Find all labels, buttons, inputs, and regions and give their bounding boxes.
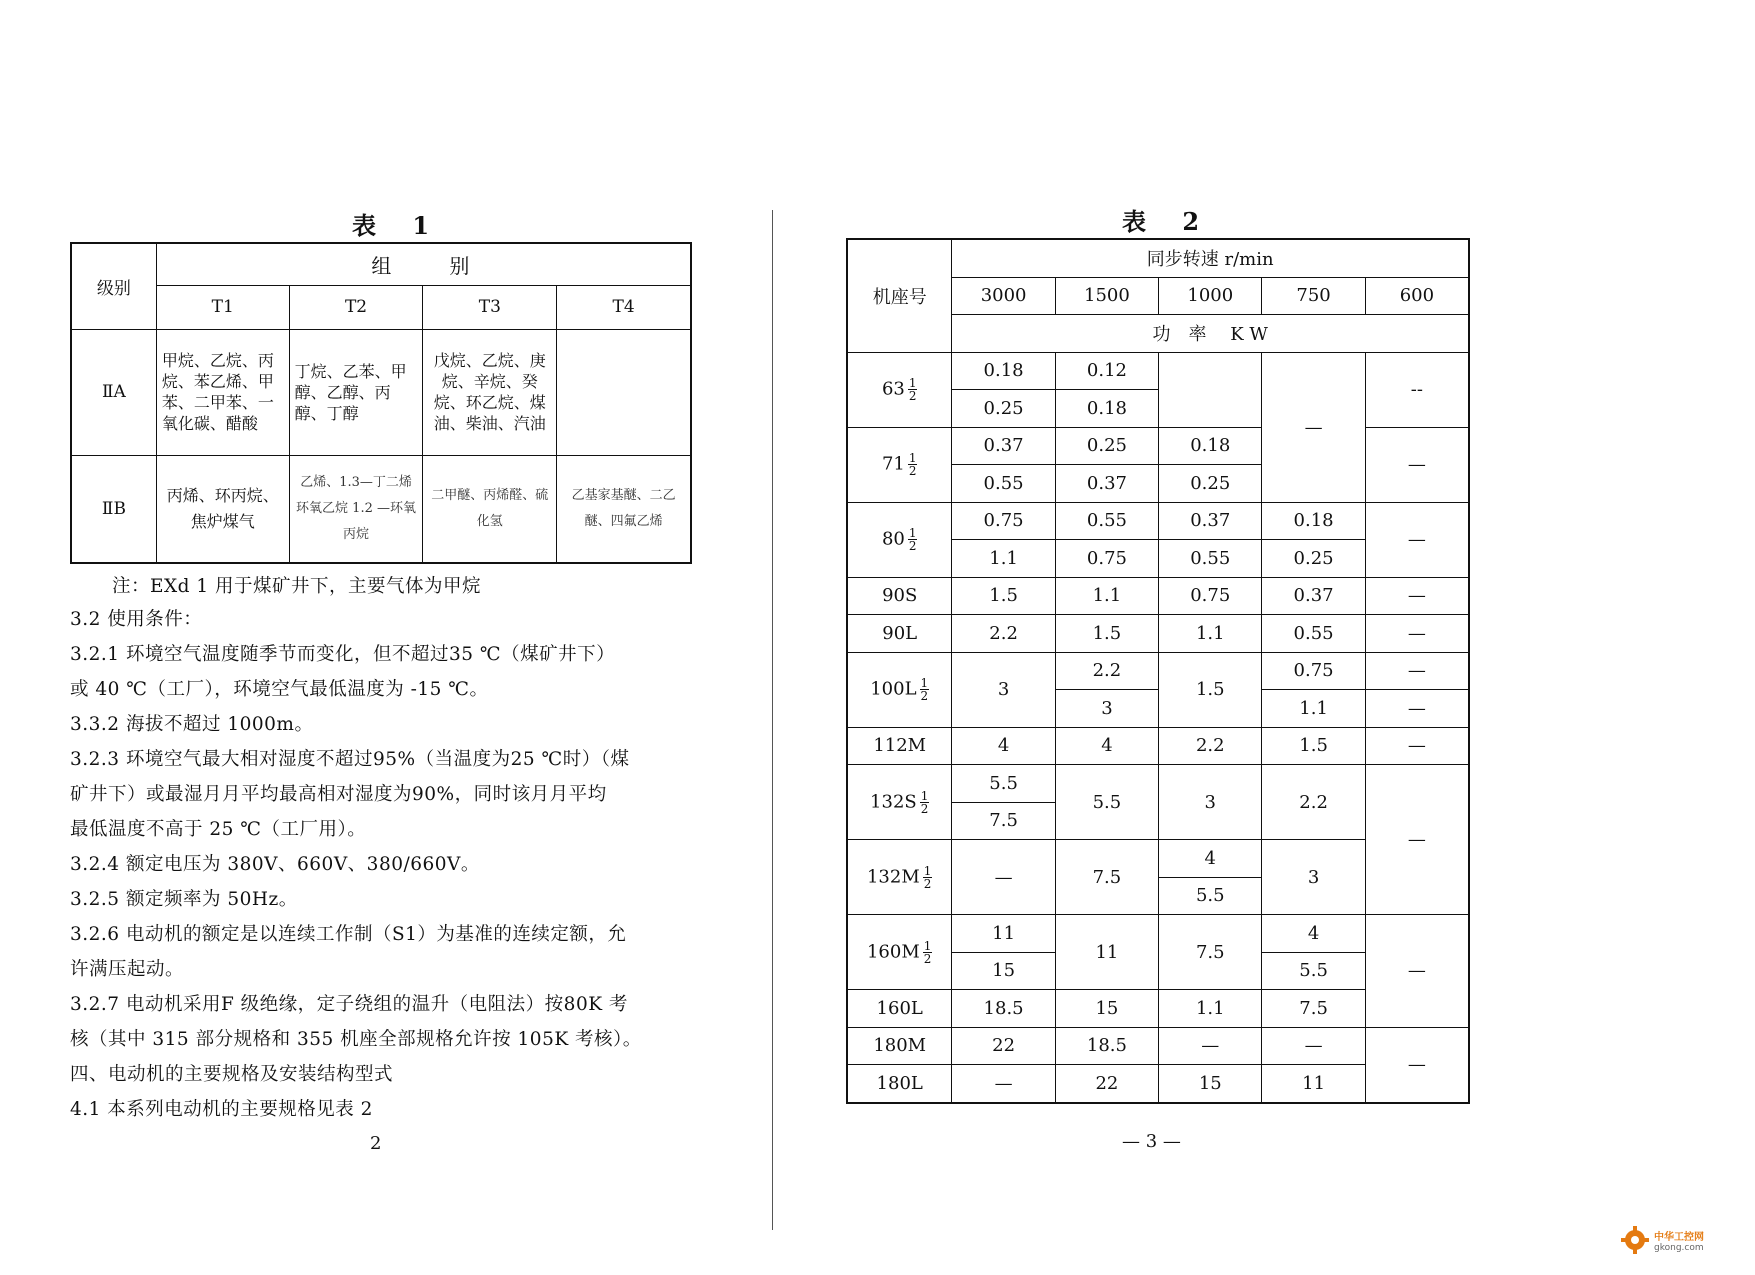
text-line: 3.2 使用条件：	[70, 609, 203, 630]
t2-cell: --	[1365, 352, 1469, 427]
t2-frame-cell: 90S	[847, 577, 952, 615]
t2-cell: —	[952, 840, 1055, 915]
t1-col-t3: T3	[423, 285, 557, 329]
left-page-number: 2	[370, 1133, 382, 1154]
t2-cell: 3	[952, 652, 1055, 727]
fraction-denominator: 2	[923, 951, 932, 966]
t2-cell: 0.18	[1055, 390, 1158, 428]
t2-cell: 2.2	[1159, 727, 1262, 765]
text-line: 许满压起动。	[70, 959, 185, 980]
t2-cell: 5.5	[1159, 877, 1262, 915]
t2-cell: 4	[952, 727, 1055, 765]
t1-col-t1: T1	[156, 285, 289, 329]
t2-cell: 0.18	[1159, 427, 1262, 465]
text-line: 3.2.7 电动机采用F 级绝缘，定子绕组的温升（电阻法）按80K 考	[70, 994, 628, 1015]
t2-cell: —	[1365, 1027, 1469, 1103]
t1-cell	[557, 329, 691, 455]
t2-speed: 3000	[952, 277, 1055, 315]
table2	[846, 238, 1470, 1104]
text-line: 核（其中 315 部分规格和 355 机座全部规格允许按 105K 考核）。	[70, 1029, 642, 1050]
t2-cell: 0.55	[1159, 540, 1262, 578]
fraction	[920, 790, 930, 815]
t2-cell: 0.55	[1262, 615, 1365, 653]
t2-cell: 0.25	[1262, 540, 1365, 578]
t2-cell: —	[952, 1065, 1055, 1103]
t2-frame-cell: 160L	[847, 990, 952, 1028]
t2-cell: 7.5	[1055, 840, 1158, 915]
t2-cell: 22	[952, 1027, 1055, 1065]
t2-cell: 4	[1262, 915, 1365, 953]
page-divider	[772, 210, 773, 1230]
fraction-denominator: 2	[920, 801, 929, 816]
t2-frame-cell	[847, 915, 952, 990]
t2-frame-cell: 112M	[847, 727, 952, 765]
t2-cell: 11	[1262, 1065, 1365, 1103]
t1-row-level: ⅡB	[71, 455, 156, 563]
table1-title: 表 1	[352, 211, 444, 240]
fraction	[923, 865, 933, 890]
t1-cell: 乙基家基醚、二乙醚、四氟乙烯	[557, 455, 691, 563]
t2-cell: 22	[1055, 1065, 1158, 1103]
note-line: 注：EXd 1 用于煤矿井下，主要气体为甲烷	[112, 576, 482, 597]
t2-cell: 18.5	[1055, 1027, 1158, 1065]
t2-cell: 0.37	[1262, 577, 1365, 615]
text-line: 矿井下）或最湿月月平均最高相对湿度为90%，同时该月月平均	[70, 784, 607, 805]
t2-speed: 1000	[1159, 277, 1262, 315]
t2-cell: 0.18	[1262, 502, 1365, 540]
frame-label: 63	[881, 378, 905, 400]
t2-cell: —	[1365, 765, 1469, 915]
t2-cell: —	[1365, 427, 1469, 502]
t1-cell: 戊烷、乙烷、庚烷、辛烷、癸烷、环乙烷、煤油、柴油、汽油	[423, 329, 557, 455]
text-line: 3.2.1 环境空气温度随季节而变化，但不超过35 ℃（煤矿井下）	[70, 644, 616, 665]
text-line: 3.3.2 海拔不超过 1000m。	[70, 714, 314, 735]
t2-cell: 1.1	[1262, 690, 1365, 728]
t1-cell: 二甲醚、丙烯醛、硫化氢	[423, 455, 557, 563]
t2-frame-cell: 180M	[847, 1027, 952, 1065]
t2-cell: 7.5	[952, 802, 1055, 840]
t2-cell: 0.55	[952, 465, 1055, 503]
t2-cell: 18.5	[952, 990, 1055, 1028]
t2-frame-cell	[847, 352, 952, 427]
logo-cn: 中华工控网	[1654, 1231, 1704, 1243]
frame-label: 132S	[870, 791, 917, 812]
t2-cell: 0.75	[1159, 577, 1262, 615]
t2-cell: 7.5	[1262, 990, 1365, 1028]
frame-label: 80	[881, 528, 905, 550]
t2-cell: —	[1365, 727, 1469, 765]
t2-cell: 0.18	[952, 352, 1055, 390]
t2-cell: 11	[952, 915, 1055, 953]
t2-cell: 0.55	[1055, 502, 1158, 540]
t2-cell: 0.37	[1159, 502, 1262, 540]
t2-cell: —	[1365, 915, 1469, 1028]
fraction-numerator: 1	[908, 526, 917, 540]
t2-cell: 11	[1055, 915, 1158, 990]
t2-cell: 0.25	[1159, 465, 1262, 503]
t2-cell: 1.1	[1159, 990, 1262, 1028]
t2-cell: 15	[1055, 990, 1158, 1028]
table2-title: 表 2	[1122, 207, 1214, 236]
t2-cell: 15	[952, 952, 1055, 990]
section-heading: 四、电动机的主要规格及安装结构型式	[70, 1064, 394, 1085]
t1-col-t2: T2	[289, 285, 423, 329]
t2-frame-cell	[847, 502, 952, 577]
t2-frame-cell	[847, 427, 952, 502]
t1-cell: 丙烯、环丙烷、焦炉煤气	[156, 455, 289, 563]
right-page-number: — 3 —	[1122, 1131, 1181, 1152]
t2-cell: —	[1262, 352, 1365, 502]
t2-cell: 4	[1055, 727, 1158, 765]
t2-cell: 1.1	[1159, 615, 1262, 653]
t2-frame-cell: 90L	[847, 615, 952, 653]
t1-row-level: ⅡA	[71, 329, 156, 455]
site-logo	[1620, 1225, 1704, 1255]
frame-label: 160M	[866, 941, 920, 962]
t2-cell: 5.5	[1055, 765, 1158, 840]
t2-cell: 5.5	[952, 765, 1055, 803]
t1-header-level: 级别	[71, 243, 156, 329]
t2-frame-cell	[847, 840, 952, 915]
text-line: 3.2.4 额定电压为 380V、660V、380/660V。	[70, 854, 480, 875]
fraction-numerator: 1	[923, 863, 932, 878]
logo-en: gkong.com	[1654, 1242, 1704, 1253]
t2-speed: 750	[1262, 277, 1365, 315]
t2-header-frame: 机座号	[847, 239, 952, 352]
t2-cell: 1.5	[952, 577, 1055, 615]
frame-label: 132M	[866, 866, 920, 887]
t2-cell: 1.1	[1055, 577, 1158, 615]
fraction-numerator: 1	[908, 451, 917, 465]
gear-icon	[1620, 1225, 1650, 1255]
t2-cell: 2.2	[952, 615, 1055, 653]
t2-cell: 7.5	[1159, 915, 1262, 990]
t2-cell: 0.75	[1262, 652, 1365, 690]
t2-cell: —	[1365, 577, 1469, 615]
left-page	[0, 0, 770, 1275]
t2-cell: 0.75	[952, 502, 1055, 540]
t2-cell: —	[1262, 1027, 1365, 1065]
fraction-denominator: 2	[908, 464, 917, 478]
t2-cell	[1159, 352, 1262, 427]
t2-header-speed: 同步转速 r/min	[952, 239, 1469, 277]
t2-cell: 0.12	[1055, 352, 1158, 390]
t2-cell: 0.25	[1055, 427, 1158, 465]
t2-cell: 0.37	[1055, 465, 1158, 503]
t2-cell: —	[1365, 615, 1469, 653]
fraction-numerator: 1	[920, 676, 929, 690]
text-line: 3.2.5 额定频率为 50Hz。	[70, 889, 298, 910]
t2-cell: 1.5	[1055, 615, 1158, 653]
frame-label: 71	[881, 453, 905, 475]
t2-speed: 600	[1365, 277, 1469, 315]
frame-label: 100L	[870, 678, 917, 700]
text-line: 最低温度不高于 25 ℃（工厂用）。	[70, 819, 367, 840]
t1-header-group: 组 别	[156, 243, 691, 285]
t2-header-power: 功 率 K W	[952, 315, 1469, 353]
t2-cell: —	[1159, 1027, 1262, 1065]
t2-cell: 3	[1262, 840, 1365, 915]
fraction-denominator: 2	[923, 876, 932, 891]
t2-cell: 2.2	[1262, 765, 1365, 840]
fraction-numerator: 1	[923, 938, 932, 953]
text-line: 4.1 本系列电动机的主要规格见表 2	[70, 1099, 373, 1120]
t2-speed: 1500	[1055, 277, 1158, 315]
fraction	[908, 527, 918, 552]
logo-text	[1654, 1228, 1704, 1253]
fraction-denominator: 2	[908, 539, 917, 553]
t2-cell: 15	[1159, 1065, 1262, 1103]
t2-cell: 0.75	[1055, 540, 1158, 578]
text-line: 或 40 ℃（工厂），环境空气最低温度为 -15 ℃。	[70, 679, 489, 700]
fraction-numerator: 1	[908, 376, 917, 390]
t1-cell: 丁烷、乙苯、甲醇、乙醇、丙醇、丁醇	[289, 329, 423, 455]
fraction	[923, 940, 933, 965]
t2-cell: 1.5	[1262, 727, 1365, 765]
t2-cell: 0.37	[952, 427, 1055, 465]
t2-cell: 5.5	[1262, 952, 1365, 990]
t2-frame-cell: 180L	[847, 1065, 952, 1103]
t2-frame-cell	[847, 765, 952, 840]
t1-col-t4: T4	[557, 285, 691, 329]
fraction	[920, 677, 930, 702]
t2-cell: —	[1365, 652, 1469, 690]
t2-cell: 1.1	[952, 540, 1055, 578]
text-line: 3.2.6 电动机的额定是以连续工作制（S1）为基准的连续定额，允	[70, 924, 627, 945]
t2-cell: 3	[1159, 765, 1262, 840]
t2-cell: —	[1365, 690, 1469, 728]
text-line: 3.2.3 环境空气最大相对湿度不超过95%（当温度为25 ℃时）（煤	[70, 749, 630, 770]
t2-cell: 1.5	[1159, 652, 1262, 727]
t2-cell: 4	[1159, 840, 1262, 878]
fraction-denominator: 2	[920, 689, 929, 703]
fraction-denominator: 2	[908, 389, 917, 403]
t1-cell: 甲烷、乙烷、丙烷、苯乙烯、甲苯、二甲苯、一氧化碳、醋酸	[156, 329, 289, 455]
t2-cell: 0.25	[952, 390, 1055, 428]
fraction	[908, 452, 918, 477]
t2-cell: 2.2	[1055, 652, 1158, 690]
fraction	[908, 377, 918, 402]
t2-frame-cell	[847, 652, 952, 727]
t2-cell: —	[1365, 502, 1469, 577]
fraction-numerator: 1	[920, 788, 929, 803]
t1-cell: 乙烯、1.3—丁二烯环氧乙烷 1.2 —环氧丙烷	[289, 455, 423, 563]
t2-cell: 3	[1055, 690, 1158, 728]
table1	[70, 242, 692, 564]
